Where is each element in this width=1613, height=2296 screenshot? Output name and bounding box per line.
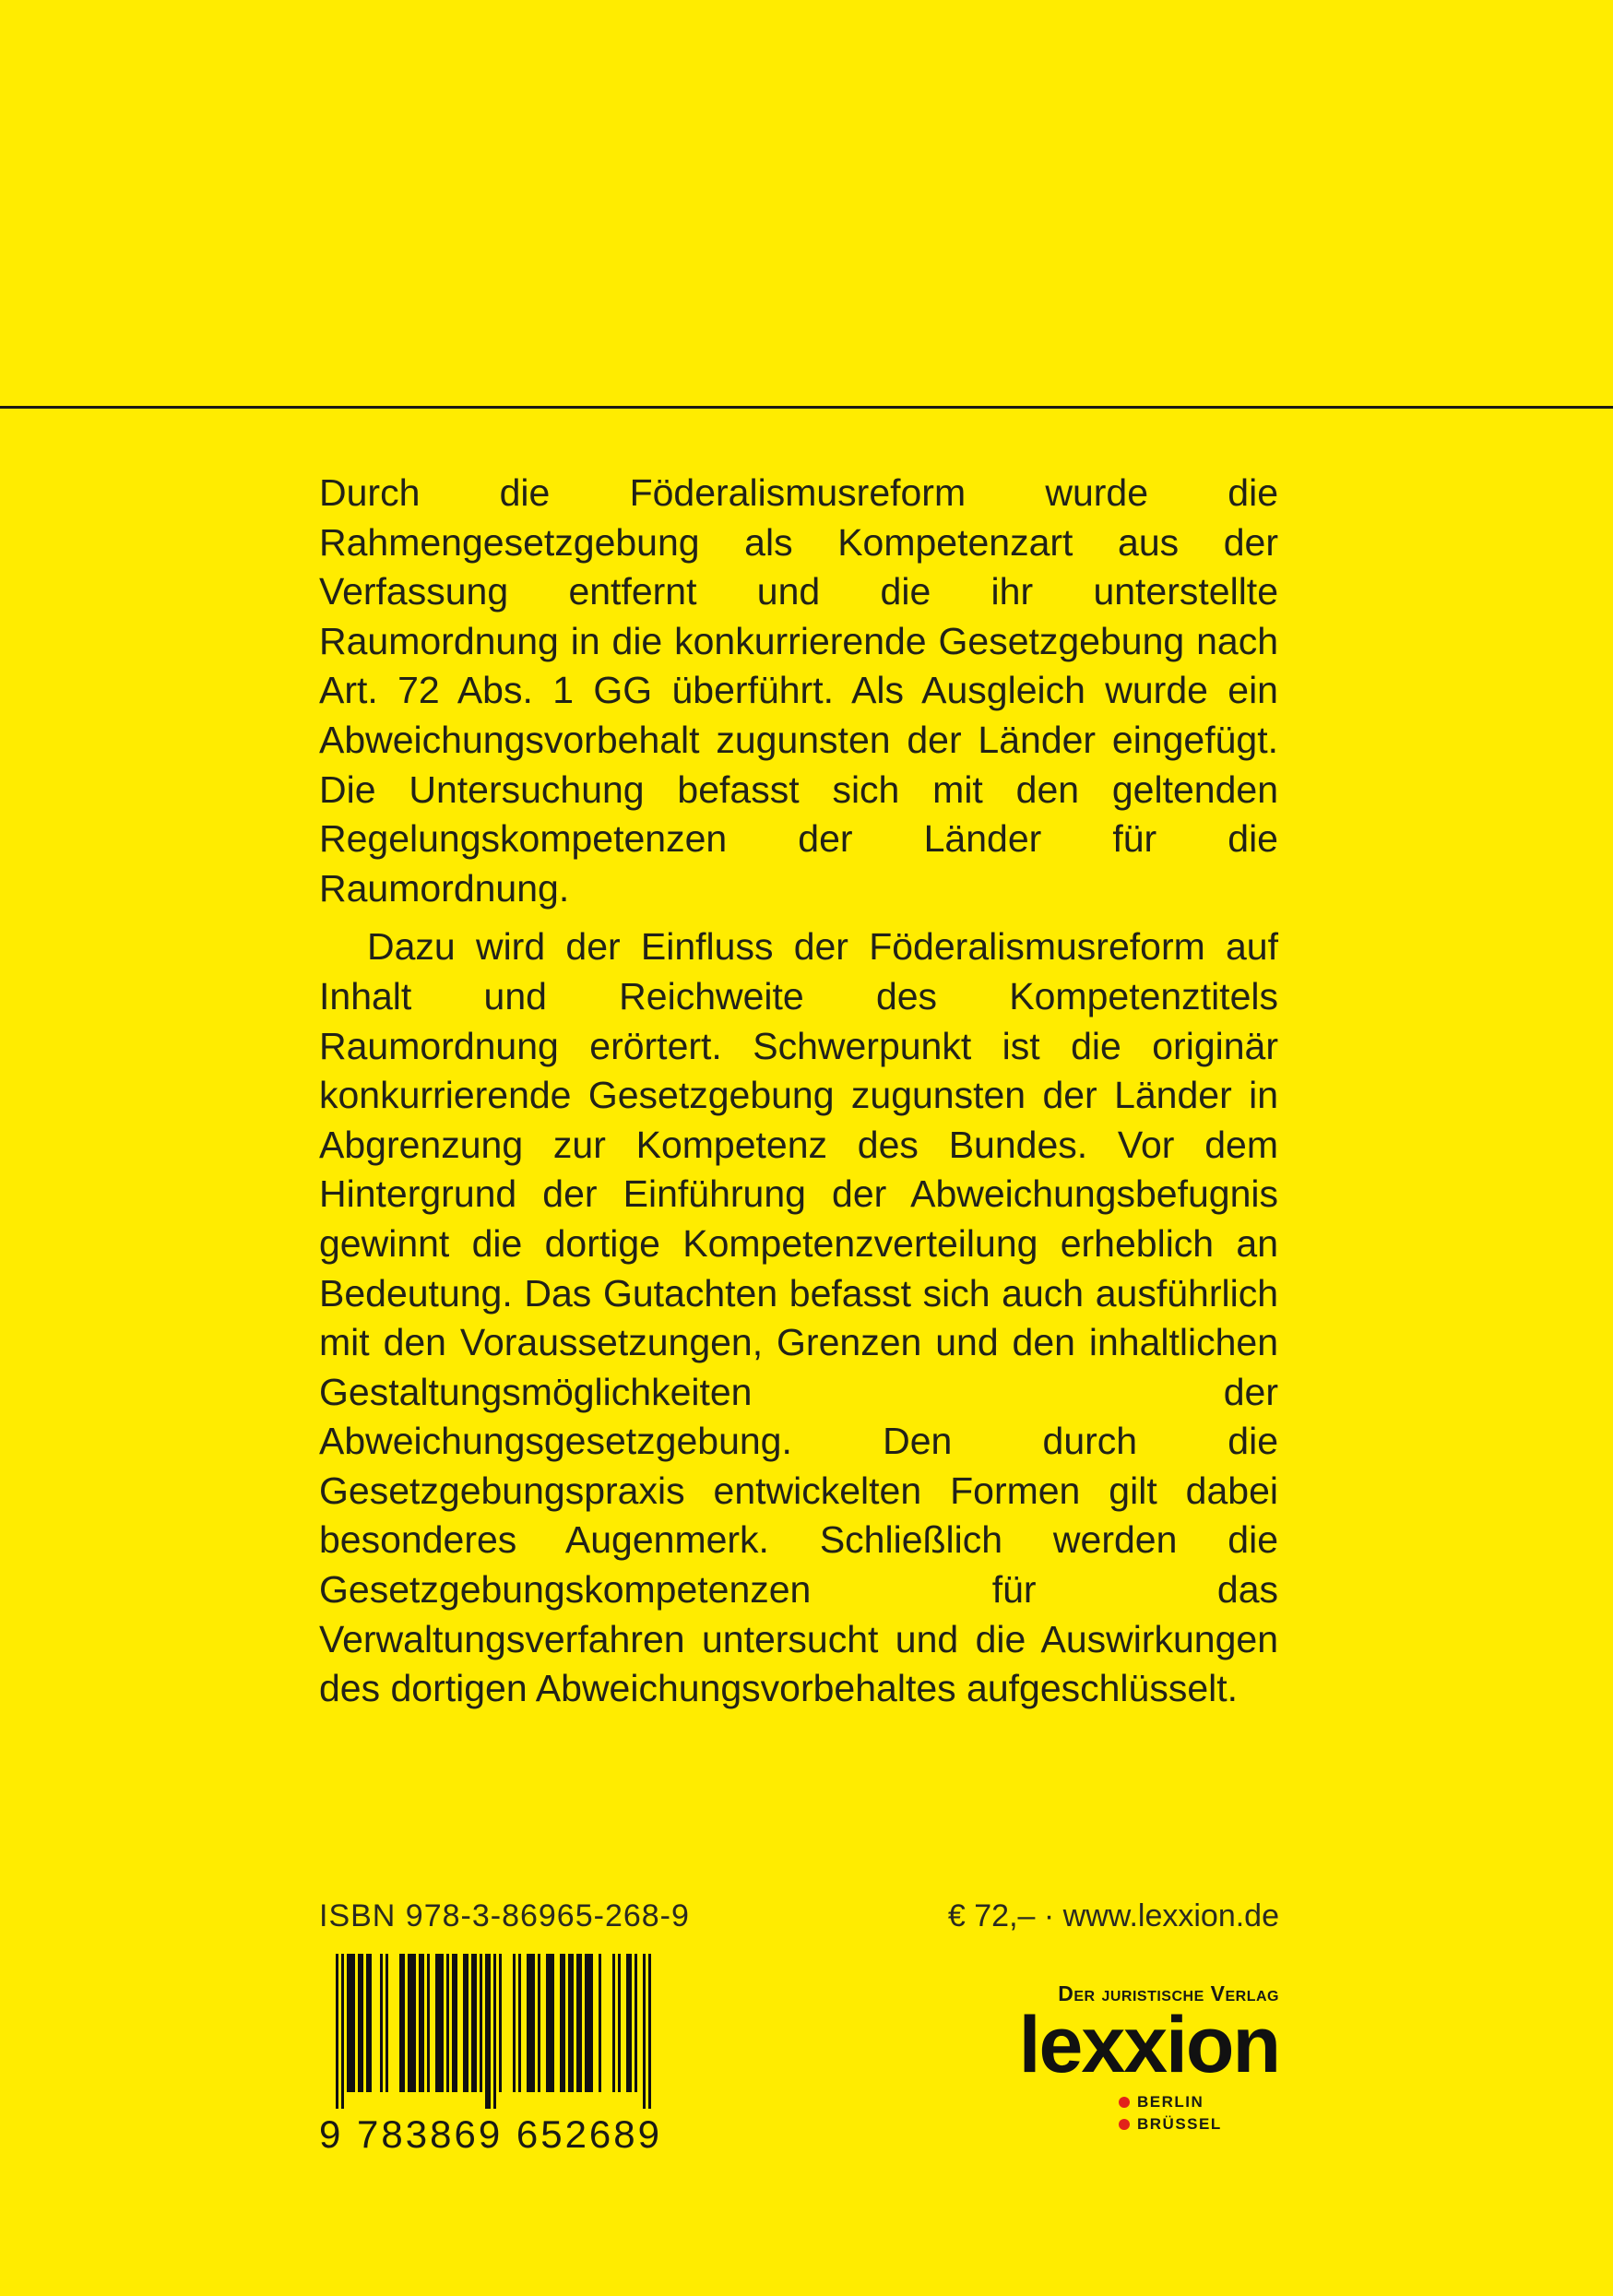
barcode-bar bbox=[474, 1954, 477, 2092]
red-dot-icon bbox=[1119, 2097, 1130, 2108]
barcode-bar bbox=[499, 1954, 502, 2092]
barcode-icon bbox=[319, 1954, 656, 2109]
city-bruessel bbox=[1119, 2113, 1279, 2135]
barcode-bar bbox=[576, 1954, 579, 2092]
blurb-paragraph-2: Dazu wird der Einfluss der Föderalismusreform auf Inhalt und Reichweite des Kompetenztitels Raumordnung erörtert. Schwerpunkt ist die originär konkurrierende Gesetzgebung zugunsten der Länder in Abgrenzung zur Kompetenz des Bundes. Vor dem Hintergrund der Einführung der Abweichungsbefugnis gewinnt die dortige Kompetenzverteilung erheblich an Bedeutung. Das Gutachten befasst sich auch ausführlich mit den Voraussetzungen, Grenzen und den inhaltlichen Gestaltungsmöglichkeiten der Abweichungsgesetzgebung. Den durch die Gesetzgebungspraxis entwickelten Formen gilt dabei besonderes Augenmerk. Schließlich werden die Gesetzgebungskompetenzen für das Verwaltungsverfahren untersucht und die Auswirkungen des dortigen Abweichungsvorbehaltes aufgeschlüsselt. bbox=[319, 925, 1278, 1710]
barcode-bar bbox=[361, 1954, 363, 2092]
barcode-bar bbox=[529, 1954, 532, 2092]
barcode-bar bbox=[350, 1954, 352, 2092]
barcode-bar bbox=[336, 1954, 338, 2109]
barcode-bar bbox=[399, 1954, 402, 2092]
barcode-bar bbox=[438, 1954, 441, 2092]
barcode-bar bbox=[446, 1954, 449, 2092]
publisher-logo: lexxion bbox=[1018, 2001, 1279, 2089]
barcode-bar bbox=[585, 1954, 587, 2092]
barcode-bar bbox=[587, 1954, 590, 2092]
barcode-bar bbox=[408, 1954, 410, 2092]
barcode-bar bbox=[648, 1954, 651, 2109]
barcode-bar bbox=[618, 1954, 621, 2092]
barcode-bar bbox=[552, 1954, 554, 2092]
barcode-bar bbox=[466, 1954, 468, 2092]
barcode-bar bbox=[352, 1954, 355, 2092]
barcode-bar bbox=[358, 1954, 361, 2092]
barcode-bar bbox=[527, 1954, 529, 2092]
barcode-bar bbox=[410, 1954, 413, 2092]
barcode-bar bbox=[452, 1954, 455, 2092]
isbn-label: ISBN 978-3-86965-268-9 bbox=[319, 1898, 690, 1933]
barcode-bar bbox=[493, 1954, 496, 2109]
barcode-bar bbox=[563, 1954, 565, 2092]
barcode-bar bbox=[419, 1954, 421, 2092]
barcode-bar bbox=[488, 1954, 491, 2109]
publisher-cities bbox=[1002, 2091, 1279, 2135]
barcode-bar bbox=[643, 1954, 646, 2109]
barcode-bar bbox=[635, 1954, 637, 2092]
barcode-bar bbox=[347, 1954, 350, 2092]
barcode-bar bbox=[485, 1954, 488, 2109]
barcode-bar bbox=[590, 1954, 593, 2092]
barcode-bar bbox=[455, 1954, 457, 2092]
city-berlin bbox=[1119, 2091, 1279, 2113]
barcode-bar bbox=[568, 1954, 571, 2092]
barcode-bar bbox=[427, 1954, 430, 2092]
barcode-bar bbox=[421, 1954, 424, 2092]
price-and-url: € 72,– · www.lexxion.de bbox=[947, 1898, 1279, 1933]
barcode-bar bbox=[560, 1954, 563, 2092]
barcode-bar bbox=[471, 1954, 474, 2092]
barcode-bar bbox=[612, 1954, 615, 2092]
publisher-tagline: Der juristische Verlag bbox=[1058, 1981, 1279, 2005]
horizontal-rule bbox=[0, 406, 1613, 409]
barcode-bar bbox=[538, 1954, 540, 2092]
barcode-bar bbox=[518, 1954, 521, 2092]
barcode-bar bbox=[480, 1954, 482, 2092]
barcode-bar bbox=[571, 1954, 574, 2092]
barcode-bar bbox=[413, 1954, 416, 2092]
barcode-bar bbox=[532, 1954, 535, 2092]
barcode-bar bbox=[369, 1954, 372, 2092]
barcode-bar bbox=[385, 1954, 388, 2092]
barcode-bar bbox=[579, 1954, 582, 2092]
barcode-bar bbox=[513, 1954, 516, 2092]
publisher-block bbox=[1002, 1981, 1279, 2135]
blurb-paragraph-1: Durch die Föderalismusreform wurde die Rahmengesetzgebung als Kompetenzart aus der Verfassung entfernt und die ihr unterstellte Raumordnung in die konkurrierende Gesetzgebung nach Art. 72 Abs. 1 GG überführt. Als Ausgleich wurde ein Abweichungsvorbehalt zugunsten der Länder eingefügt. Die Untersuchung befasst sich mit den geltenden Regelungskompetenzen der Länder für die Raumordnung. bbox=[319, 471, 1278, 910]
barcode-bar bbox=[402, 1954, 405, 2092]
barcode-bar bbox=[626, 1954, 629, 2092]
city-bruessel-label: BRÜSSEL bbox=[1137, 2115, 1222, 2133]
barcode-bar bbox=[380, 1954, 383, 2092]
barcode-bar bbox=[341, 1954, 344, 2109]
city-berlin-label: BERLIN bbox=[1137, 2093, 1204, 2111]
barcode-bar bbox=[546, 1954, 549, 2092]
red-dot-icon bbox=[1119, 2119, 1130, 2130]
barcode-bar bbox=[366, 1954, 369, 2092]
barcode-bar bbox=[549, 1954, 552, 2092]
blurb-text bbox=[319, 469, 1278, 1714]
barcode-bar bbox=[629, 1954, 632, 2092]
barcode-digits: 9 783869 652689 bbox=[319, 2112, 662, 2156]
barcode-bar bbox=[435, 1954, 438, 2092]
barcode-bar bbox=[463, 1954, 466, 2092]
barcode-bar bbox=[441, 1954, 444, 2092]
barcode-bar bbox=[599, 1954, 601, 2092]
